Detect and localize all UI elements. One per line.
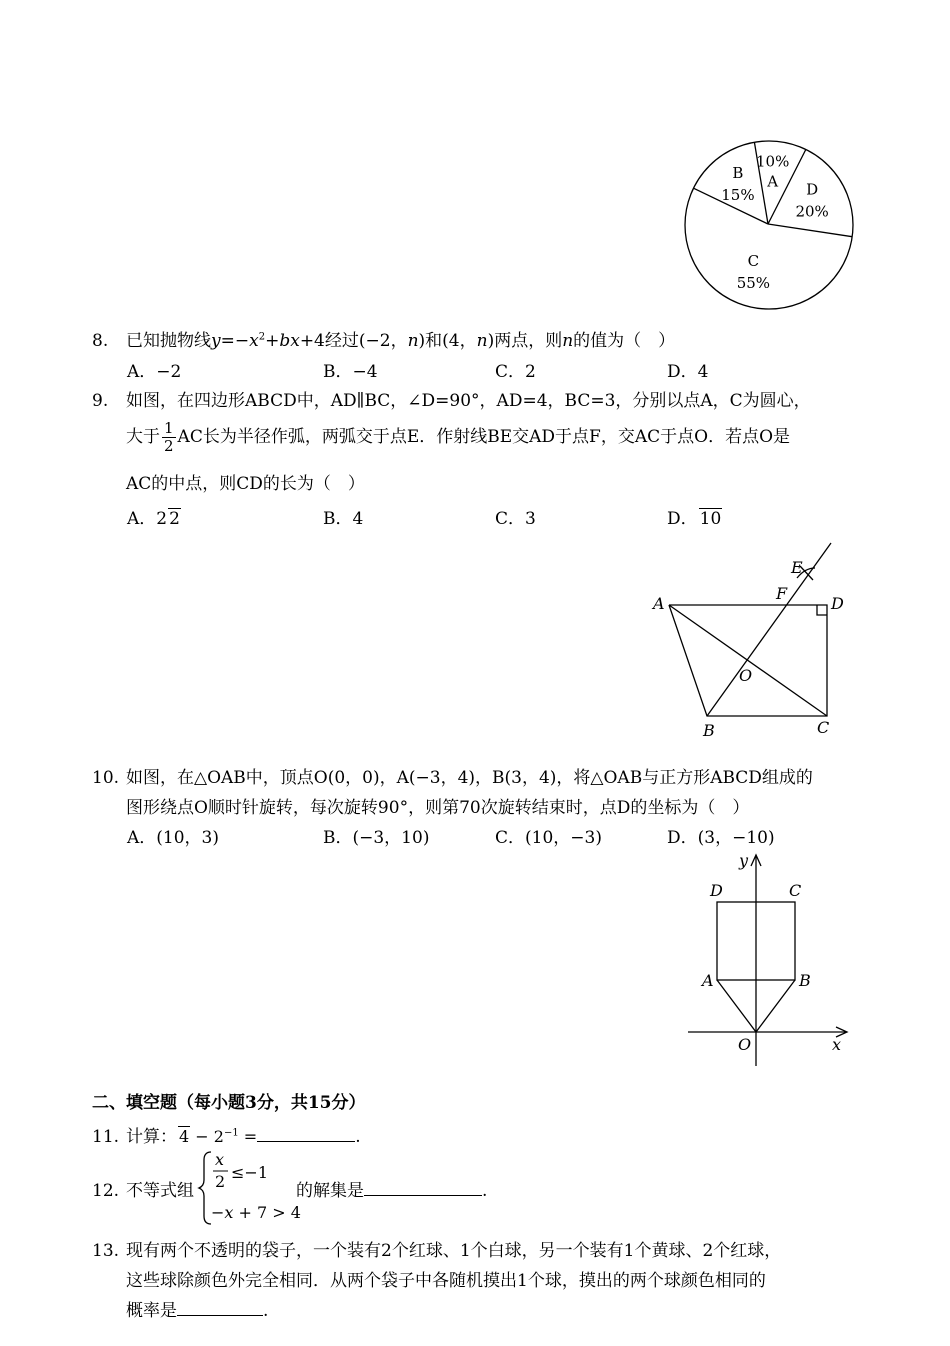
q9-label-o: O — [739, 666, 753, 685]
q9-label-e: E — [791, 558, 803, 577]
q9-option-d[interactable]: D． 10 — [667, 509, 722, 529]
q13-answer-blank[interactable] — [177, 1299, 263, 1316]
svg-text:≤−1: ≤−1 — [231, 1163, 268, 1182]
q10-coordinate-figure — [684, 850, 854, 1070]
pie-slice-boundary — [768, 224, 852, 237]
q9-label-a: A — [653, 594, 665, 613]
pie-slice-letter-B: B — [732, 164, 744, 183]
q10-label-y: y — [739, 851, 749, 870]
q13-line3: 概率是 . — [126, 1301, 269, 1321]
svg-text:−x + 7 > 4: −x + 7 > 4 — [211, 1203, 301, 1222]
q11-answer-blank[interactable] — [257, 1125, 355, 1142]
q10-option-d[interactable]: D．(3，−10) — [667, 828, 775, 848]
q8-option-c[interactable]: C．2 — [495, 362, 536, 382]
pie-slice-percent-D: 20% — [795, 202, 829, 221]
q10-option-c[interactable]: C．(10，−3) — [495, 828, 602, 848]
q9-label-c: C — [817, 718, 830, 737]
q10-line1: 10. 如图，在△OAB中，顶点O(0，0)，A(−3，4)，B(3，4)，将△OAB与正方形ABCD组成的 — [92, 768, 813, 788]
pie-slice-percent-B: 15% — [721, 186, 755, 205]
q9-label-b: B — [703, 721, 715, 740]
q8-option-b[interactable]: B．−4 — [323, 362, 378, 382]
q10-option-a[interactable]: A．(10，3) — [127, 828, 219, 848]
q10-label-a: A — [702, 971, 714, 990]
q9-label-f: F — [776, 584, 788, 603]
fraction-one-half: $\frac{1}{2}$ — [164, 419, 174, 455]
q9-label-d: D — [831, 594, 844, 613]
q10-label-c: C — [789, 881, 802, 900]
q9-quadrilateral-figure — [645, 538, 855, 743]
pie-slice-letter-A: A — [767, 172, 779, 191]
q8-option-d[interactable]: D．4 — [667, 362, 709, 382]
q9-option-c[interactable]: C．3 — [495, 509, 536, 529]
q10-label-o: O — [738, 1035, 752, 1054]
q9-right-angle-mark — [817, 605, 827, 615]
brace-icon — [199, 1152, 211, 1224]
pie-slice-letter-D: D — [806, 180, 819, 199]
q10-label-x: x — [832, 1035, 842, 1054]
q9-option-b[interactable]: B．4 — [323, 509, 364, 529]
svg-text:x: x — [215, 1150, 225, 1169]
q10-label-b: B — [799, 971, 811, 990]
q9-line2: 大于 $\frac{1}{2}$ AC长为半径作弧，两弧交于点E．作射线BE交AD于点F，交AC于点O．若点O是 — [126, 419, 791, 455]
q9-line1: 9. 如图，在四边形ABCD中，AD∥BC，∠D=90°，AD=4，BC=3，分别以点A，C为圆心， — [92, 391, 811, 411]
q12: 12. 不等式组 — [92, 1181, 194, 1201]
q9-line3: AC的中点，则CD的长为（ ） — [126, 474, 365, 494]
q11: 11. 计算： $4 - 2^{-1}$ = . — [92, 1127, 361, 1147]
pie-slice-percent-C: 55% — [736, 273, 771, 292]
q13-line1: 13. 现有两个不透明的袋子，一个装有2个红球、1个白球，另一个装有1个黄球、2个红球， — [92, 1241, 782, 1261]
q10-line2: 图形绕点O顺时针旋转，每次旋转90°，则第70次旋转结束时，点D的坐标为（ ） — [126, 798, 750, 818]
q12-answer-blank[interactable] — [364, 1179, 482, 1196]
pie-chart — [680, 136, 858, 314]
q9-option-a[interactable]: A．2 2 — [127, 509, 180, 529]
section-title: 二、填空题（每小题3分，共15分） — [92, 1093, 366, 1113]
q10-label-d: D — [710, 881, 723, 900]
q9-diagonal-ac — [669, 605, 827, 716]
q13-line2: 这些球除颜色外完全相同．从两个袋子中各随机摸出1个球，摸出的两个球颜色相同的 — [126, 1271, 766, 1291]
pie-slice-percent-A: 10% — [756, 152, 790, 171]
q8-stem: 8. 已知抛物线$y=-x^2+bx+4$经过(−2，n)和(4，n)两点，则n的值为（ ） — [92, 331, 676, 351]
q12-inequality-system — [199, 1150, 301, 1226]
svg-text:2: 2 — [215, 1172, 226, 1191]
pie-slice-letter-C: C — [747, 251, 760, 270]
q10-option-b[interactable]: B．(−3，10) — [323, 828, 430, 848]
q8-option-a[interactable]: A．−2 — [127, 362, 182, 382]
q9-ray-be — [707, 543, 831, 716]
q12-suffix: 的解集是 . — [296, 1181, 488, 1201]
